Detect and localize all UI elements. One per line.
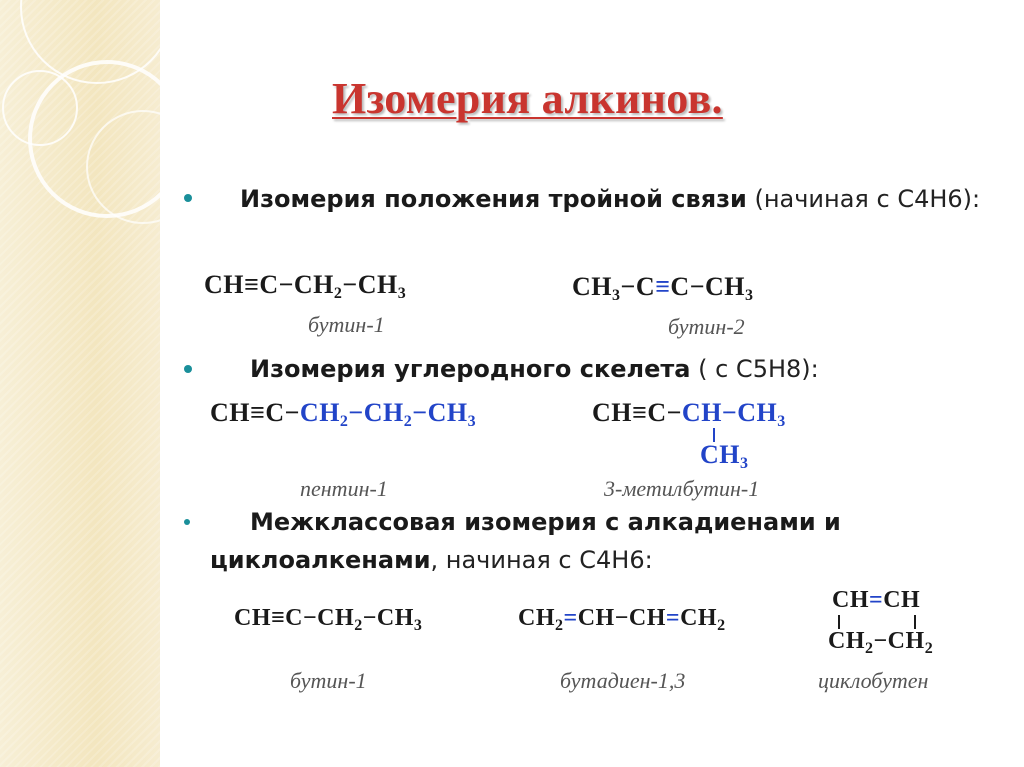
bullet-3-text [210,503,930,579]
formula-methyl-branch: $CH_3$ [700,440,749,472]
formula-butadiene-1-3: $CH_2=CH-CH=CH_2$ [518,605,726,634]
decorative-ring-icon [2,70,78,146]
caption-butyne-1: бутин-1 [308,312,385,337]
decorative-side-band [0,0,160,767]
formula-butyne-2: $CH_3-C\equiv C-CH_3$ [572,272,754,304]
page-title: Изомерия алкинов. [332,74,723,123]
formula-pentyne-1: $CH\equiv C-CH_2-CH_2-CH_3$ [210,398,477,430]
formula-butyne-1-b: $CH\equiv C-CH_2-CH_3$ [234,605,423,634]
bullet-1-bold: Изомерия положения тройной связи [240,185,747,213]
decorative-ring-icon [20,0,174,84]
ring-bond-right [914,615,916,629]
formula-butyne-1: $CH\equiv C-CH_2-CH_3$ [204,270,407,302]
bullet-icon [184,519,190,525]
decorative-ring-icon [86,110,200,224]
bullet-1-text [210,180,990,218]
formula-cyclobutene-bottom: $CH_2-CH_2$ [828,628,934,657]
caption-3-methylbutyne-1: 3-метилбутин-1 [604,476,760,501]
ring-bond-left [838,615,840,629]
caption-butadiene-1-3: бутадиен-1,3 [560,668,686,693]
bullet-2-text [210,350,990,388]
caption-cyclobutene: циклобутен [818,668,929,693]
bullet-icon [184,194,192,202]
bullet-icon [184,365,192,373]
caption-butyne-1-b: бутин-1 [290,668,367,693]
bullet-2-normal: ( с С5Н8): [690,355,819,383]
caption-pentyne-1: пентин-1 [300,476,388,501]
formula-3-methylbutyne-1: $CH\equiv C-CH-CH_3$ [592,398,786,430]
bullet-1-normal: (начиная с С4Н6): [746,185,981,213]
bullet-3-normal: , начиная с С4Н6: [430,546,653,574]
formula-cyclobutene-top: CH=CH [832,587,921,613]
bullet-3-bold: Межклассовая изомерия с алкадиенами и циклоалкенами [210,508,841,574]
caption-butyne-2: бутин-2 [668,314,745,339]
bullet-2-bold: Изомерия углеродного скелета [250,355,691,383]
